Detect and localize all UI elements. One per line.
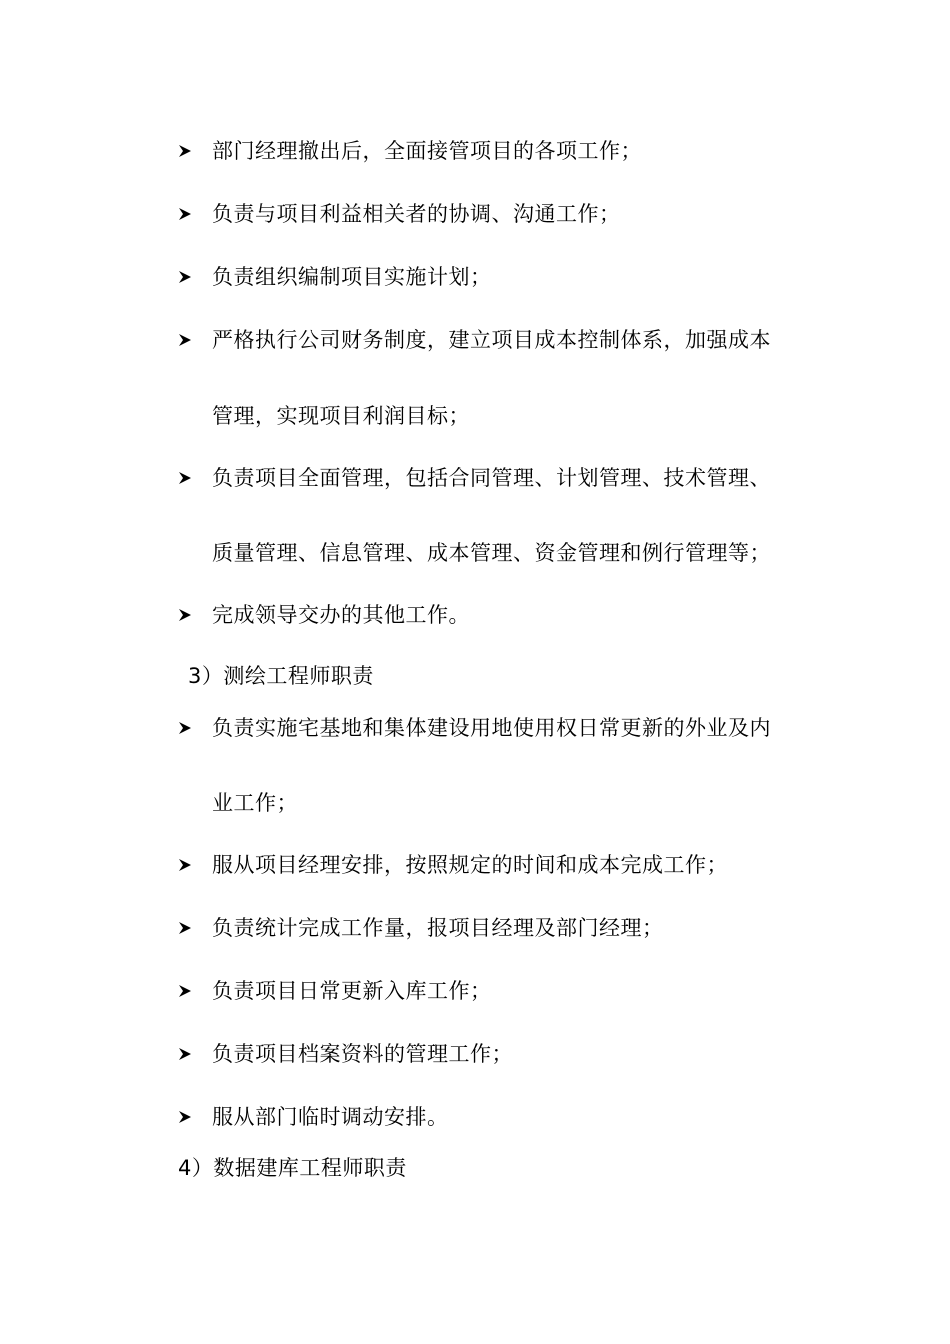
arrow-bullet-icon [178, 137, 192, 165]
arrow-bullet-icon [178, 464, 192, 492]
list-item-text: 负责项目全面管理，包括合同管理、计划管理、技术管理、 [212, 466, 771, 490]
arrow-bullet-icon [178, 851, 192, 879]
arrow-bullet-icon [178, 1040, 192, 1068]
arrow-bullet-icon [178, 263, 192, 291]
arrow-bullet-icon [178, 914, 192, 942]
list-item-text: 负责与项目利益相关者的协调、沟通工作； [212, 202, 621, 226]
arrow-bullet-icon [178, 326, 192, 354]
list-item-text: 严格执行公司财务制度，建立项目成本控制体系，加强成本 [212, 328, 771, 352]
list-item-text: 服从项目经理安排，按照规定的时间和成本完成工作； [212, 853, 728, 877]
arrow-bullet-icon [178, 1103, 192, 1131]
arrow-bullet-icon [178, 601, 192, 629]
list-item-text: 负责项目日常更新入库工作； [212, 979, 492, 1003]
list-item-text: 完成领导交办的其他工作。 [212, 603, 470, 627]
arrow-bullet-icon [178, 977, 192, 1005]
list-item-text: 负责项目档案资料的管理工作； [212, 1042, 513, 1066]
list-item-text: 负责组织编制项目实施计划； [212, 265, 492, 289]
list-item-continuation-text: 业工作； [212, 791, 298, 815]
section-heading-4: 4）数据建库工程师职责 [178, 1156, 407, 1180]
list-item-text: 负责统计完成工作量，报项目经理及部门经理； [212, 916, 664, 940]
list-item-text: 负责实施宅基地和集体建设用地使用权日常更新的外业及内 [212, 716, 771, 740]
arrow-bullet-icon [178, 714, 192, 742]
arrow-bullet-icon [178, 200, 192, 228]
list-item-text: 服从部门临时调动安排。 [212, 1105, 449, 1129]
list-item-continuation-text: 质量管理、信息管理、成本管理、资金管理和例行管理等； [212, 541, 771, 565]
list-item-continuation-text: 管理，实现项目利润目标； [212, 404, 470, 428]
section-heading-3: 3）测绘工程师职责 [188, 664, 374, 688]
list-item-text: 部门经理撤出后，全面接管项目的各项工作； [212, 139, 642, 163]
